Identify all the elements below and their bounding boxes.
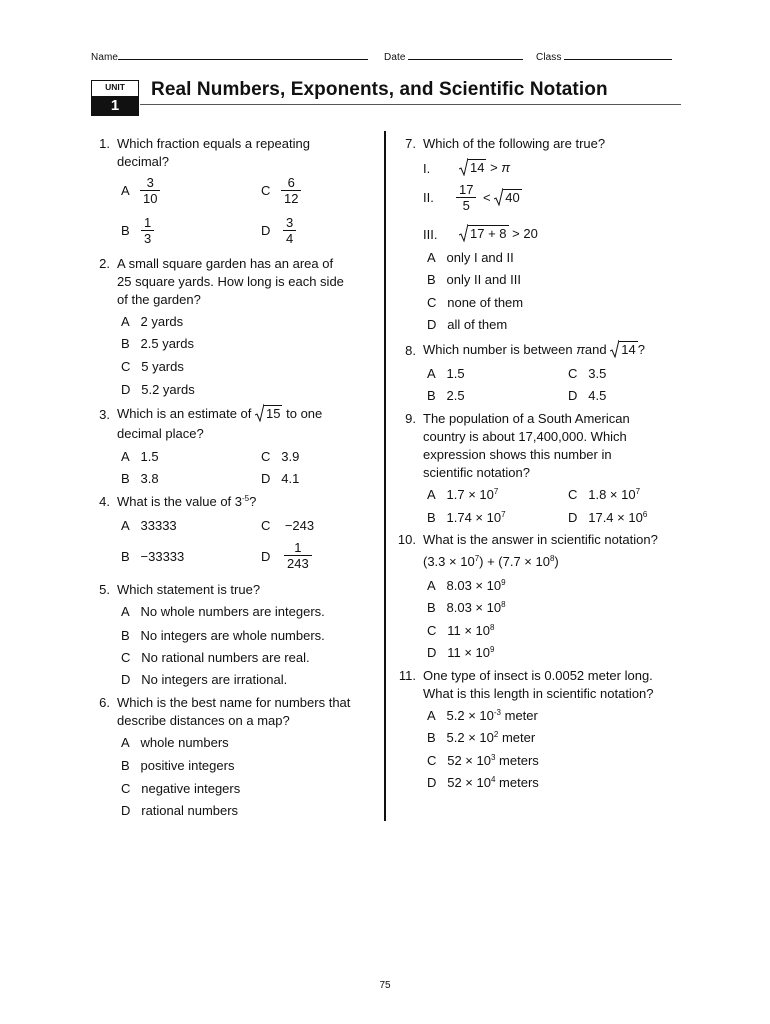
stem-text: What is the value of 3	[117, 494, 243, 509]
option-letter: D	[121, 803, 131, 818]
q3-option-b[interactable]	[121, 470, 159, 488]
q11-option-c[interactable]	[427, 752, 539, 770]
option-letter: D	[121, 382, 131, 397]
q7-statement-1	[459, 158, 510, 177]
q1-stem-line1: Which fraction equals a repeating	[117, 136, 310, 151]
denominator: 3	[141, 230, 154, 246]
exponent: 7	[474, 554, 480, 563]
option-letter: C	[121, 359, 131, 374]
exponent: 8	[501, 600, 506, 609]
option-letter: D	[121, 672, 131, 687]
option-letter: A	[121, 314, 130, 329]
exponent: 4	[490, 775, 496, 784]
q5-number: 5.	[99, 582, 110, 597]
exponent: 3	[490, 753, 496, 762]
name-field[interactable]	[91, 50, 368, 63]
stem-text: to one	[286, 406, 323, 421]
option-text: 2 yards	[140, 314, 184, 329]
q7-statement-2	[456, 182, 476, 215]
option-text: 3.9	[281, 449, 300, 464]
q8-stem	[423, 340, 645, 359]
option-text: 4.5	[588, 388, 607, 403]
option-letter: B	[427, 388, 436, 403]
option-text: 1.74 × 10	[446, 510, 502, 525]
unit-number: 1	[92, 96, 138, 115]
q2-stem-line2: 25 square yards. How long is each side	[117, 274, 344, 289]
denominator: 5	[456, 197, 476, 213]
option-letter: C	[568, 366, 578, 381]
exponent: -5	[242, 494, 250, 503]
denominator: 12	[281, 190, 301, 206]
option-text: No integers are whole numbers.	[140, 628, 325, 643]
square-root-symbol	[255, 404, 282, 423]
q1-option-c-letter[interactable]: C	[261, 183, 271, 198]
option-letter: A	[121, 735, 130, 750]
option-letter: B	[121, 336, 130, 351]
option-letter: C	[427, 753, 437, 768]
square-root-symbol	[494, 188, 521, 207]
q7-stem: Which of the following are true?	[423, 136, 606, 151]
option-letter: C	[427, 623, 437, 638]
option-text: only II and III	[446, 272, 521, 287]
q2-stem-line1: A small square garden has an area of	[117, 256, 334, 271]
q3-option-d[interactable]	[261, 470, 299, 488]
option-letter: B	[427, 730, 436, 745]
expression-text: )	[554, 554, 559, 569]
stem-text: ?	[249, 494, 257, 509]
q6-stem-line2: describe distances on a map?	[117, 713, 290, 728]
q10-option-d[interactable]	[427, 644, 494, 662]
q11-option-a[interactable]	[427, 707, 538, 725]
option-text: only I and II	[446, 250, 514, 265]
q8-option-b[interactable]	[427, 387, 465, 405]
q4-stem	[117, 493, 256, 511]
q6-option-c[interactable]	[121, 780, 240, 798]
column-divider	[384, 131, 386, 821]
square-root-symbol	[610, 340, 637, 359]
q2-option-b[interactable]	[121, 335, 194, 353]
option-text: −243	[284, 518, 315, 533]
q8-option-d[interactable]	[568, 387, 606, 405]
option-unit: meters	[495, 753, 539, 768]
option-text: 1.5	[446, 366, 465, 381]
option-letter: A	[121, 604, 130, 619]
option-text: rational numbers	[141, 803, 239, 818]
fraction	[283, 215, 296, 246]
option-text: 1.5	[140, 449, 159, 464]
relation: >	[490, 160, 498, 175]
option-text: 17.4 × 10	[588, 510, 643, 525]
numerator: 1	[294, 540, 302, 555]
unit-badge	[91, 80, 139, 116]
option-text: 52 × 10	[447, 753, 491, 768]
q4-option-a[interactable]	[121, 517, 177, 535]
q9-stem-line1: The population of a South American	[423, 411, 630, 426]
option-text: positive integers	[140, 758, 235, 773]
option-text: No whole numbers are integers.	[140, 604, 325, 619]
fraction	[140, 175, 160, 206]
q1-option-a-letter[interactable]: A	[121, 183, 130, 198]
q1-option-d[interactable]	[283, 215, 296, 248]
option-unit: meter	[498, 730, 536, 745]
exponent: -3	[493, 708, 501, 717]
option-letter: B	[121, 471, 130, 486]
option-text: 1.8 × 10	[588, 487, 636, 502]
q4-option-d[interactable]	[284, 540, 312, 573]
option-text: 8.03 × 10	[446, 600, 502, 615]
date-label: Date	[384, 52, 406, 63]
q10-option-c[interactable]	[427, 622, 494, 640]
q10-option-a[interactable]	[427, 577, 506, 595]
option-text: 33333	[140, 518, 177, 533]
option-letter: C	[121, 650, 131, 665]
page-number: 75	[379, 980, 391, 991]
pi-symbol: π	[576, 342, 585, 357]
q9-number: 9.	[405, 411, 416, 426]
q7-statement-1-label: I.	[423, 161, 431, 176]
q7-statement-2-rhs	[483, 188, 522, 207]
expression-text: ) + (7.7 × 10	[479, 554, 550, 569]
q2-option-c[interactable]	[121, 358, 184, 376]
q8-number: 8.	[405, 343, 416, 358]
numerator: 3	[286, 215, 294, 230]
q6-number: 6.	[99, 695, 110, 710]
q2-option-a[interactable]	[121, 313, 183, 331]
q7-option-d[interactable]	[427, 316, 507, 334]
exponent: 7	[493, 487, 499, 496]
q6-option-d[interactable]	[121, 802, 238, 820]
fraction	[281, 175, 301, 206]
option-unit: meters	[495, 775, 539, 790]
q3-option-a[interactable]	[121, 448, 159, 466]
stem-text: ?	[637, 342, 645, 357]
option-letter: A	[427, 578, 436, 593]
q11-number: 11.	[398, 668, 416, 683]
option-text: 2.5 yards	[140, 336, 194, 351]
q8-option-c[interactable]	[568, 365, 606, 383]
numerator: 6	[287, 175, 295, 190]
class-field[interactable]	[536, 50, 672, 63]
exponent: 9	[501, 578, 506, 587]
option-letter: A	[427, 250, 436, 265]
q3-stem-line1	[117, 404, 322, 423]
q10-expression	[423, 553, 559, 571]
option-letter: D	[427, 645, 437, 660]
option-letter: D	[568, 388, 578, 403]
q6-option-b[interactable]	[121, 757, 234, 775]
option-text: 3.8	[140, 471, 159, 486]
exponent: 8	[549, 554, 555, 563]
q9-option-a[interactable]	[427, 486, 498, 504]
q2-option-d[interactable]	[121, 381, 195, 399]
option-text: whole numbers	[140, 735, 229, 750]
date-line	[408, 50, 523, 60]
q5-option-a[interactable]	[121, 603, 325, 621]
option-letter: A	[121, 518, 130, 533]
name-label: Name	[91, 52, 119, 63]
q9-stem-line3: expression shows this number in	[423, 447, 612, 462]
q7-statement-3-label: III.	[423, 227, 438, 242]
option-text: 52 × 10	[447, 775, 491, 790]
option-text: 11 × 10	[447, 623, 491, 638]
option-letter: D	[427, 317, 437, 332]
option-letter: C	[427, 295, 437, 310]
fraction	[284, 540, 312, 571]
q11-option-d[interactable]	[427, 774, 539, 792]
q9-option-d[interactable]	[568, 509, 647, 527]
option-text: 1.7 × 10	[446, 487, 494, 502]
q4-number: 4.	[99, 494, 110, 509]
option-text: all of them	[447, 317, 508, 332]
option-text: 3.5	[588, 366, 607, 381]
exponent: 6	[642, 510, 648, 519]
q9-option-c[interactable]	[568, 486, 640, 504]
q5-option-c[interactable]	[121, 649, 310, 667]
q1-stem-line2: decimal?	[117, 154, 170, 169]
q6-option-a[interactable]	[121, 734, 229, 752]
option-letter: A	[427, 708, 436, 723]
name-line	[118, 50, 368, 60]
option-text: 5 yards	[141, 359, 184, 374]
q3-number: 3.	[99, 407, 110, 422]
option-letter: C	[568, 487, 578, 502]
radicand: 17 + 8	[470, 226, 507, 241]
q8-option-a[interactable]	[427, 365, 465, 383]
q1-option-a[interactable]	[140, 175, 160, 208]
radicand: 14	[470, 160, 485, 175]
q10-number: 10.	[397, 532, 416, 547]
option-letter: A	[427, 366, 436, 381]
option-letter: B	[121, 758, 130, 773]
relation: > 20	[512, 226, 538, 241]
exponent: 7	[635, 487, 641, 496]
option-text: 8.03 × 10	[446, 578, 502, 593]
q5-option-d[interactable]	[121, 671, 287, 689]
pi-symbol: π	[501, 160, 511, 175]
q9-stem-line2: country is about 17,400,000. Which	[423, 429, 627, 444]
q1-option-b-letter[interactable]: B	[121, 223, 130, 238]
title-rule	[140, 104, 681, 105]
radicand: 14	[621, 342, 636, 357]
stem-text: and	[584, 342, 607, 357]
option-letter: D	[261, 471, 271, 486]
square-root-symbol	[459, 158, 486, 177]
denominator: 243	[284, 555, 312, 571]
option-text: 5.2 yards	[141, 382, 195, 397]
option-letter: C	[261, 518, 271, 533]
q10-option-b[interactable]	[427, 599, 506, 617]
option-text: 5.2 × 10	[446, 730, 494, 745]
q1-option-d-letter[interactable]: D	[261, 223, 271, 238]
option-unit: meter	[501, 708, 538, 723]
class-line	[564, 50, 672, 60]
stem-text: Which number is between	[423, 342, 573, 357]
q1-number: 1.	[99, 136, 110, 151]
radicand: 40	[505, 190, 520, 205]
q4-option-d-letter[interactable]: D	[261, 549, 271, 564]
option-letter: D	[427, 775, 437, 790]
option-letter: B	[121, 549, 130, 564]
q1-option-c[interactable]	[281, 175, 301, 208]
q3-stem-line2: decimal place?	[117, 426, 204, 441]
radicand: 15	[266, 406, 281, 421]
option-letter: A	[427, 487, 436, 502]
q10-stem: What is the answer in scientific notation?	[423, 532, 658, 547]
numerator: 17	[459, 182, 474, 197]
q7-statement-2-label: II.	[423, 190, 434, 205]
q1-option-b[interactable]	[141, 215, 154, 248]
q7-number: 7.	[405, 136, 416, 151]
option-letter: B	[121, 628, 130, 643]
option-text: −33333	[140, 549, 185, 564]
fraction	[456, 182, 476, 213]
option-text: 5.2 × 10	[446, 708, 494, 723]
denominator: 4	[283, 230, 296, 246]
class-label: Class	[536, 52, 562, 63]
fraction	[141, 215, 154, 246]
exponent: 9	[490, 645, 495, 654]
q5-stem: Which statement is true?	[117, 582, 261, 597]
option-letter: C	[121, 781, 131, 796]
q7-option-c[interactable]	[427, 294, 523, 312]
exponent: 7	[501, 510, 506, 519]
q6-stem-line1: Which is the best name for numbers that	[117, 695, 351, 710]
q7-statement-3	[459, 224, 538, 243]
option-letter: B	[427, 600, 436, 615]
expression-text: (3.3 × 10	[423, 554, 475, 569]
option-text: 4.1	[281, 471, 300, 486]
q7-option-b[interactable]	[427, 271, 521, 289]
option-letter: D	[568, 510, 578, 525]
q3-option-c[interactable]	[261, 448, 299, 466]
square-root-symbol	[459, 224, 509, 243]
numerator: 1	[144, 215, 152, 230]
page-title: Real Numbers, Exponents, and Scientific Notation	[151, 79, 608, 100]
q4-option-c[interactable]	[261, 517, 314, 535]
option-letter: B	[427, 510, 436, 525]
q5-option-b[interactable]	[121, 627, 325, 645]
denominator: 10	[140, 190, 160, 206]
q11-stem-line2: What is this length in scientific notation?	[423, 686, 654, 701]
option-text: negative integers	[141, 781, 241, 796]
q4-option-b[interactable]	[121, 548, 184, 566]
exponent: 2	[493, 730, 499, 739]
option-letter: A	[121, 449, 130, 464]
q9-option-b[interactable]	[427, 509, 506, 527]
q11-stem-line1: One type of insect is 0.0052 meter long.	[423, 668, 653, 683]
exponent: 8	[490, 623, 495, 632]
option-text: 2.5	[446, 388, 465, 403]
option-text: none of them	[447, 295, 524, 310]
q9-stem-line4: scientific notation?	[423, 465, 530, 480]
q11-option-b[interactable]	[427, 729, 535, 747]
q2-number: 2.	[99, 256, 110, 271]
option-text: No integers are irrational.	[141, 672, 288, 687]
date-field[interactable]	[384, 50, 523, 63]
option-letter: B	[427, 272, 436, 287]
relation: <	[483, 190, 491, 205]
unit-label: UNIT	[105, 82, 125, 92]
q7-option-a[interactable]	[427, 249, 514, 267]
q2-stem-line3: of the garden?	[117, 292, 201, 307]
option-text: No rational numbers are real.	[141, 650, 310, 665]
stem-text: Which is an estimate of	[117, 406, 252, 421]
option-letter: C	[261, 449, 271, 464]
option-text: 11 × 10	[447, 645, 491, 660]
numerator: 3	[146, 175, 154, 190]
